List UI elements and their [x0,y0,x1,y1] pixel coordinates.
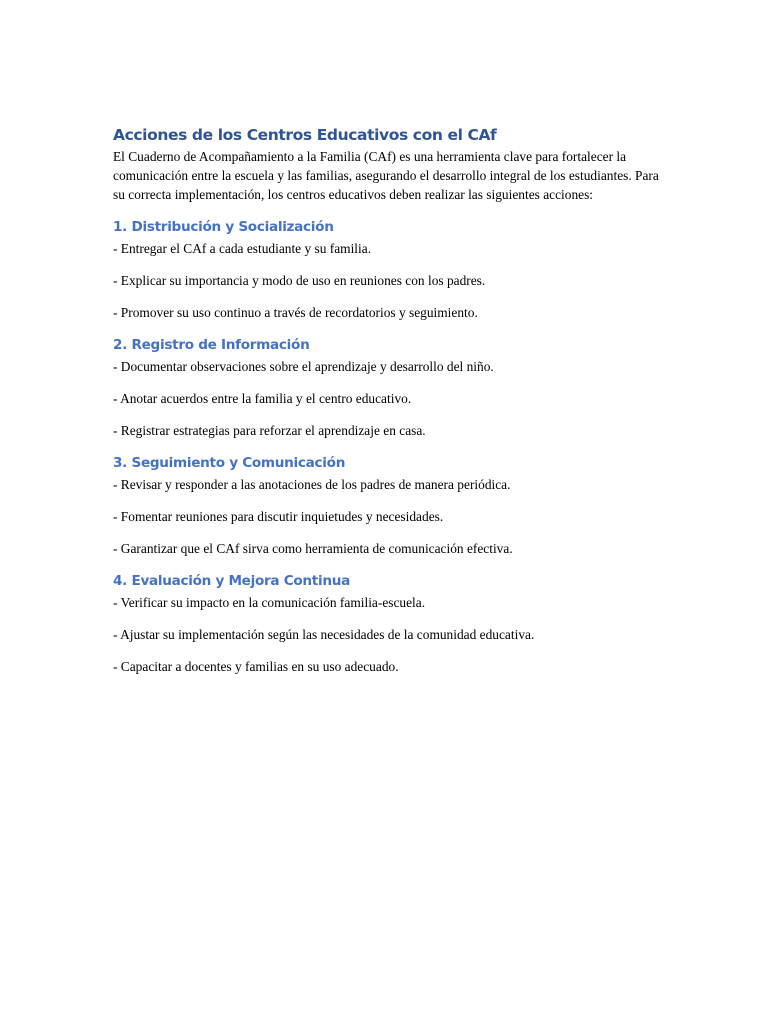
list-item: - Registrar estrategias para reforzar el aprendizaje en casa. [113,423,426,438]
list-item: - Garantizar que el CAf sirva como herramienta de comunicación efectiva. [113,541,513,556]
section-evaluacion [113,571,673,676]
list-item: - Fomentar reuniones para discutir inquietudes y necesidades. [113,509,444,524]
list-item: - Promover su uso continuo a través de recordatorios y seguimiento. [113,305,478,320]
section-distribucion [113,217,673,322]
section-items [113,357,673,440]
document-title: Acciones de los Centros Educativos con el CAf [113,126,497,144]
section-registro [113,335,673,440]
section-heading: 2. Registro de Información [113,337,310,353]
section-items [113,239,673,322]
section-items [113,593,673,676]
list-item: - Entregar el CAf a cada estudiante y su familia. [113,241,372,256]
section-heading: 4. Evaluación y Mejora Continua [113,573,350,589]
list-item: - Ajustar su implementación según las necesidades de la comunidad educativa. [113,627,535,642]
section-heading: 1. Distribución y Socialización [113,219,334,235]
list-item: - Anotar acuerdos entre la familia y el centro educativo. [113,391,412,406]
section-items [113,475,673,558]
section-seguimiento [113,453,673,558]
document-page [113,125,673,676]
intro-paragraph: El Cuaderno de Acompañamiento a la Familia (CAf) es una herramienta clave para fortalecer la comunicación entre la escuela y las familias, asegurando el desarrollo integral de los estudiantes. Para su correcta implementación, los centros educativos deben realizar las siguientes acciones: [113,149,659,202]
list-item: - Explicar su importancia y modo de uso en reuniones con los padres. [113,273,486,288]
list-item: - Capacitar a docentes y familias en su uso adecuado. [113,659,399,674]
list-item: - Verificar su impacto en la comunicación familia-escuela. [113,595,426,610]
list-item: - Revisar y responder a las anotaciones de los padres de manera periódica. [113,477,511,492]
list-item: - Documentar observaciones sobre el aprendizaje y desarrollo del niño. [113,359,494,374]
section-heading: 3. Seguimiento y Comunicación [113,455,346,471]
